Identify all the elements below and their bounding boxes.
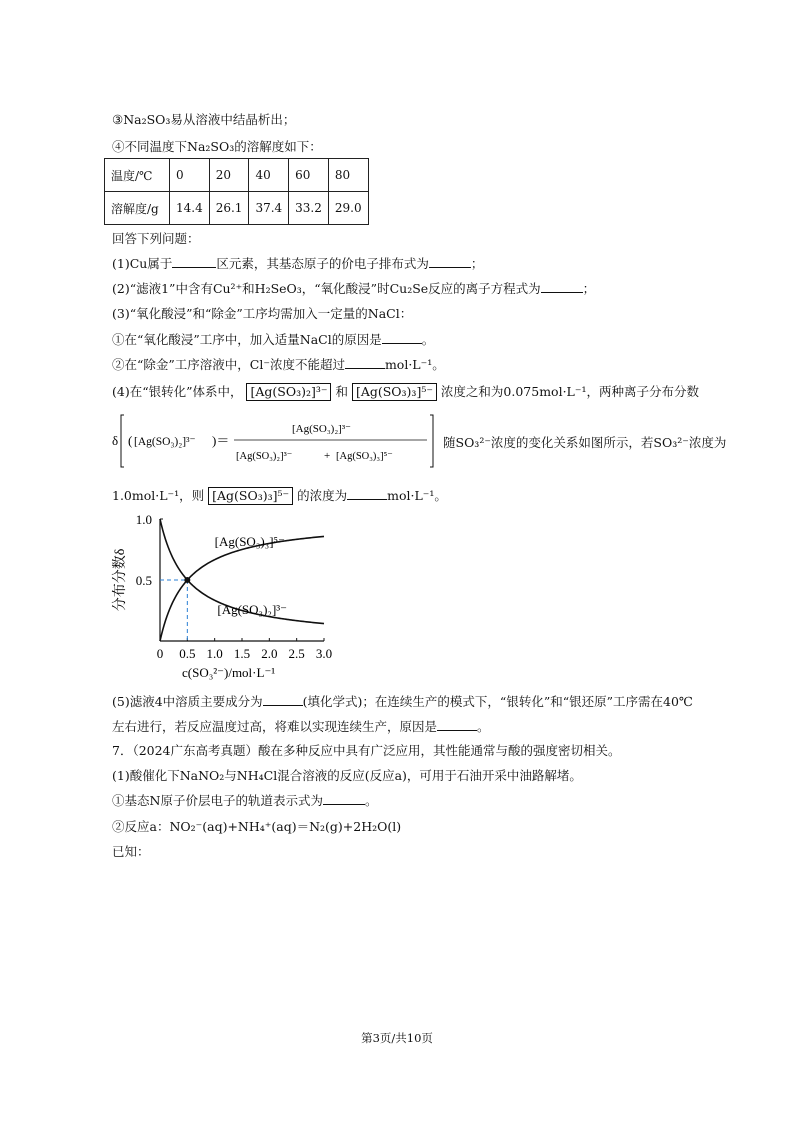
chart-labels	[111, 512, 332, 680]
table-cell: 14.4	[170, 192, 210, 225]
x-axis-label: c(SO₃²⁻)/mol·L⁻¹	[182, 665, 276, 680]
x-tick-label: 1.5	[233, 646, 251, 661]
table-cell: 37.4	[249, 192, 289, 225]
x-tick-label: 0.5	[179, 646, 196, 661]
table-cell: 0	[170, 159, 210, 192]
y-axis-label: 分布分数δ	[113, 548, 128, 612]
fraction-lhs-ion: [Ag(SO₃)₂]³⁻	[134, 436, 196, 448]
fraction-plus: +	[324, 450, 331, 462]
answer-blank[interactable]	[382, 332, 422, 344]
answer-blank[interactable]	[172, 256, 216, 268]
solubility-table	[104, 158, 369, 225]
question-4-line2: 随SO₃²⁻浓度的变化关系如图所示，若SO₃²⁻浓度为	[443, 435, 727, 450]
fraction-numerator: [Ag(SO₃)₂]³⁻	[292, 423, 351, 435]
series-label-ag2: [Ag(SO₃)₂]³⁻	[217, 602, 288, 618]
table-cell: 33.2	[289, 192, 329, 225]
fraction-svg	[112, 412, 442, 470]
note-4: ④不同温度下Na₂SO₃的溶解度如下：	[112, 139, 322, 154]
question-4-line3: 1.0mol·L⁻¹，则 [Ag(SO₃)₃]⁵⁻ 的浓度为 mol·L⁻¹。	[112, 488, 447, 503]
table-row	[105, 159, 369, 192]
y-tick-label: 1.0	[135, 512, 152, 527]
fraction-denominator-term2: [Ag(SO₃)₃]⁵⁻	[336, 451, 393, 462]
question-5-line2: 左右进行，若反应温度过高，将难以实现连续生产，原因是 。	[112, 719, 490, 734]
delta-paren-close: )＝	[212, 433, 230, 448]
question-3: (3)“氧化酸浸”和“除金”工序均需加入一定量的NaCl：	[112, 306, 413, 321]
table-cell: 26.1	[209, 192, 249, 225]
x-tick-label: 0	[156, 646, 164, 661]
table-cell: 60	[289, 159, 329, 192]
answer-blank[interactable]	[345, 357, 385, 369]
table-header-cell: 溶解度/g	[105, 192, 170, 225]
answer-blank[interactable]	[541, 281, 583, 293]
ion-ag3: [Ag(SO₃)₃]⁵⁻	[208, 487, 293, 505]
page-footer: 第3页/共10页	[361, 1031, 433, 1045]
answer-blank[interactable]	[323, 793, 365, 805]
question-7-1a: ①基态N原子价层电子的轨道表示式为 。	[112, 793, 378, 808]
table-cell: 20	[209, 159, 249, 192]
table-cell: 40	[249, 159, 289, 192]
distribution-chart	[108, 505, 348, 685]
table-cell: 80	[328, 159, 368, 192]
fraction-denominator-term1: [Ag(SO₃)₂]³⁻	[236, 451, 293, 462]
y-tick-label: 0.5	[135, 573, 152, 588]
question-3a: ①在“氧化酸浸”工序中，加入适量NaCl的原因是 。	[112, 332, 435, 347]
question-4-line1: (4)在“银转化”体系中， [Ag(SO₃)₂]³⁻ 和 [Ag(SO₃)₃]⁵⁻ 浓度之和为0.075mol·L⁻¹，两种离子分布分数	[112, 384, 699, 399]
x-tick-label: 1.0	[206, 646, 223, 661]
ion-ag3: [Ag(SO₃)₃]⁵⁻	[352, 383, 437, 401]
question-7-1: (1)酸催化下NaNO₂与NH₄Cl混合溶液的反应(反应a)，可用于石油开采中油路解堵。	[112, 768, 582, 783]
answer-blank[interactable]	[347, 488, 387, 500]
series-ag3-line	[160, 533, 324, 641]
question-3b: ②在“除金”工序溶液中，Cl⁻浓度不能超过 mol·L⁻¹。	[112, 357, 445, 372]
distribution-fraction-formula	[112, 412, 442, 473]
table-row	[105, 192, 369, 225]
question-7: 7．（2024广东高考真题）酸在多种反应中具有广泛应用，其性能通常与酸的强度密切相关。	[112, 743, 621, 758]
answer-intro: 回答下列问题：	[112, 231, 200, 246]
answer-blank[interactable]	[263, 694, 303, 706]
table-cell: 29.0	[328, 192, 368, 225]
question-2: (2)“滤液1”中含有Cu²⁺和H₂SeO₃，“氧化酸浸”时Cu₂Se反应的离子方程式为 ；	[112, 281, 596, 296]
series-label-ag3: [Ag(SO₃)₃]⁵⁻	[214, 533, 285, 549]
x-tick-label: 2.0	[261, 646, 278, 661]
table-header-cell: 温度/℃	[105, 159, 170, 192]
question-1: (1)Cu属于 区元素，其基态原子的价电子排布式为 ；	[112, 256, 484, 271]
answer-blank[interactable]	[437, 719, 477, 731]
question-7-1b: ②反应a：NO₂⁻(aq)+NH₄⁺(aq)＝N₂(g)+2H₂O(l)	[112, 819, 402, 834]
delta-paren-open: (	[128, 433, 133, 448]
answer-blank[interactable]	[429, 256, 471, 268]
x-tick-label: 2.5	[288, 646, 305, 661]
known-label: 已知：	[112, 844, 150, 859]
ion-ag2: [Ag(SO₃)₂]³⁻	[246, 383, 331, 401]
x-tick-label: 3.0	[315, 646, 333, 661]
question-5-line1: (5)滤液4中溶质主要成分为 (填化学式)；在连续生产的模式下，“银转化”和“银还原”工序需在40℃	[112, 694, 693, 709]
intersection-point	[184, 577, 190, 583]
delta-symbol: δ	[112, 433, 119, 448]
note-3: ③Na₂SO₃易从溶液中结晶析出；	[112, 112, 296, 127]
